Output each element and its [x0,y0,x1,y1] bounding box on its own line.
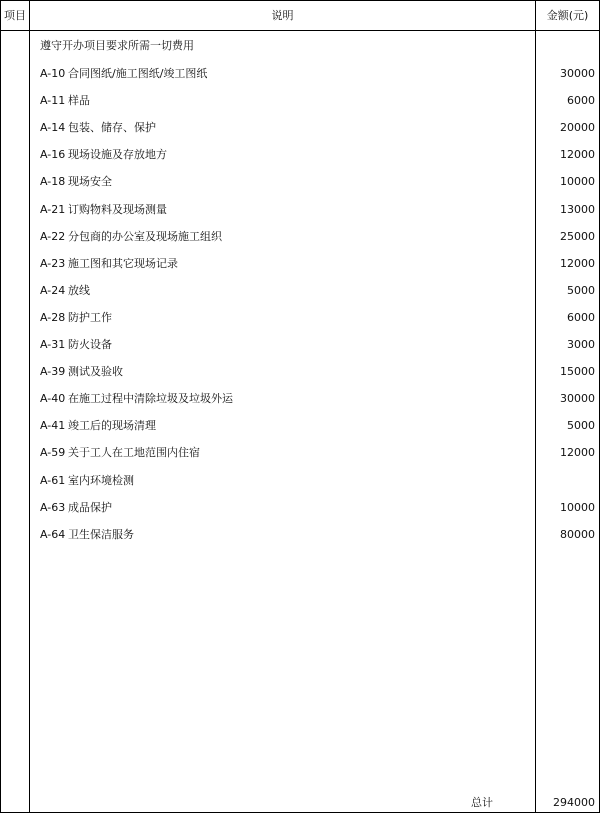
line-item [40,283,90,299]
item-code: A-64 [40,528,66,541]
line-item [40,391,233,407]
item-description: 室内环境检测 [68,474,134,487]
item-code: A-59 [40,446,66,459]
item-code: A-31 [40,338,66,351]
item-code: A-10 [40,67,66,80]
line-item [40,473,134,489]
item-description: 分包商的办公室及现场施工组织 [68,230,222,243]
line-item [40,418,156,434]
item-description: 包装、储存、保护 [68,121,156,134]
line-item [40,229,222,245]
item-description: 成品保护 [68,501,112,514]
line-item [40,202,167,218]
line-item [40,147,167,163]
item-code: A-11 [40,94,66,107]
line-item [40,256,178,272]
item-amount: 15000 [560,365,595,378]
item-code: A-61 [40,474,66,487]
item-amount: 80000 [560,528,595,541]
item-code: A-24 [40,284,66,297]
item-code: A-63 [40,501,66,514]
item-amount: 10000 [560,501,595,514]
item-description: 竣工后的现场清理 [68,419,156,432]
item-amount: 6000 [567,94,595,107]
item-code: A-40 [40,392,66,405]
item-code: A-16 [40,148,66,161]
item-amount: 13000 [560,203,595,216]
header-item: 项目 [4,9,26,22]
item-description: 卫生保洁服务 [68,528,134,541]
item-code: A-14 [40,121,66,134]
line-item [40,174,112,190]
item-description: 合同图纸/施工图纸/竣工图纸 [68,67,208,80]
item-description: 测试及验收 [68,365,123,378]
item-amount: 3000 [567,338,595,351]
line-item [40,120,156,136]
item-amount: 12000 [560,257,595,270]
item-amount: 20000 [560,121,595,134]
item-amount: 10000 [560,175,595,188]
item-amount: 6000 [567,311,595,324]
item-description: 现场安全 [68,175,112,188]
item-description: 样品 [68,94,90,107]
line-item [40,527,134,543]
line-item [40,445,200,461]
header-amount: 金额(元) [546,9,589,22]
item-amount: 12000 [560,148,595,161]
item-amount: 30000 [560,392,595,405]
item-description: 防火设备 [68,338,112,351]
column-divider-item [29,1,30,812]
total-value: 294000 [553,796,595,809]
item-code: A-18 [40,175,66,188]
intro-text: 遵守开办项目要求所需一切费用 [40,39,194,52]
item-amount: 30000 [560,67,595,80]
item-description: 放线 [68,284,90,297]
item-amount: 25000 [560,230,595,243]
item-amount [535,473,595,489]
item-code: A-39 [40,365,66,378]
item-description: 关于工人在工地范围内住宿 [68,446,200,459]
item-description: 订购物料及现场测量 [68,203,167,216]
item-code: A-21 [40,203,66,216]
item-description: 在施工过程中清除垃圾及垃圾外运 [68,392,233,405]
item-description: 现场设施及存放地方 [68,148,167,161]
item-description: 施工图和其它现场记录 [68,257,178,270]
line-item [40,310,112,326]
line-item [40,93,90,109]
total-label: 总计 [471,796,493,809]
line-item [40,66,207,82]
item-description: 防护工作 [68,311,112,324]
header-divider [1,30,599,31]
item-code: A-23 [40,257,66,270]
item-code: A-28 [40,311,66,324]
item-code: A-22 [40,230,66,243]
header-description: 说明 [271,9,294,22]
item-amount: 5000 [567,419,595,432]
line-item [40,500,112,516]
item-amount: 5000 [567,284,595,297]
item-amount: 12000 [560,446,595,459]
line-item [40,364,123,380]
item-code: A-41 [40,419,66,432]
line-item [40,337,112,353]
